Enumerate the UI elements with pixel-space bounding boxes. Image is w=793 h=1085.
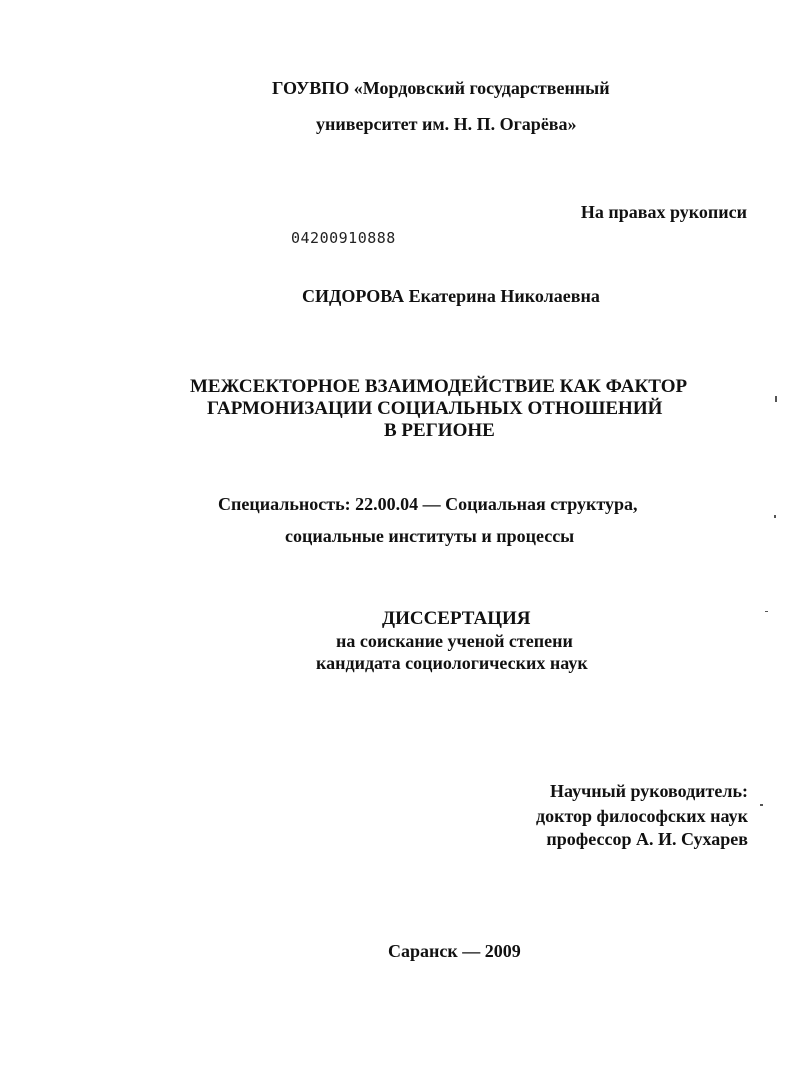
scan-speck [775,396,777,402]
institution-line-1: ГОУВПО «Мордовский государственный [272,78,610,98]
thesis-title-line-1: МЕЖСЕКТОРНОЕ ВЗАИМОДЕЙСТВИЕ КАК ФАКТОР [190,376,688,397]
scan-speck [765,611,768,612]
supervisor-name: профессор А. И. Сухарев [546,829,748,849]
scan-speck [774,515,776,518]
thesis-title-line-3: В РЕГИОНЕ [384,420,495,441]
specialty-line-1: Специальность: 22.00.04 — Социальная структура, [218,494,638,514]
supervisor-label: Научный руководитель: [550,781,748,801]
supervisor-degree: доктор философских наук [535,806,748,826]
thesis-title-line-2: ГАРМОНИЗАЦИИ СОЦИАЛЬНЫХ ОТНОШЕНИЙ [207,398,663,419]
document-type-heading: ДИССЕРТАЦИЯ [382,608,531,629]
place-and-year: Саранск — 2009 [388,941,521,961]
scan-speck [760,804,763,806]
degree-line-1: на соискание ученой степени [336,631,573,651]
manuscript-note: На правах рукописи [580,202,747,222]
author-name: СИДОРОВА Екатерина Николаевна [302,286,600,306]
degree-line-2: кандидата социологических наук [316,653,588,673]
registration-code: 04200910888 [291,229,396,247]
institution-line-2: университет им. Н. П. Огарёва» [316,114,577,134]
specialty-line-2: социальные институты и процессы [285,526,575,546]
